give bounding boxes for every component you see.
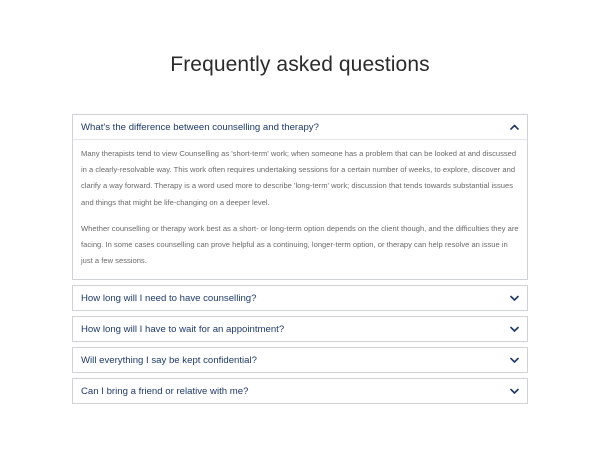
faq-list bbox=[72, 114, 528, 409]
faq-question-text: How long will I have to wait for an appointment? bbox=[81, 323, 285, 335]
faq-question-text: Can I bring a friend or relative with me? bbox=[81, 385, 249, 397]
faq-answer bbox=[73, 139, 527, 279]
faq-question-toggle[interactable] bbox=[73, 348, 527, 372]
chevron-down-icon[interactable] bbox=[509, 355, 519, 365]
faq-question-toggle[interactable] bbox=[73, 379, 527, 403]
faq-item-bring-friend bbox=[72, 378, 528, 404]
faq-answer-paragraph: Many therapists tend to view Counselling as 'short-term' work; when someone has a problem that can be looked at and discussed in a clearly-resolvable way. This work often requires undertaking sessions for a certain number of weeks, to explore, discover and clarify a way forward. Therapy is a word used more to describe 'long-term' work; discussion that tends towards substantial issues and things that might be life-changing on a deeper level. bbox=[81, 149, 517, 207]
faq-item-how-long-counselling bbox=[72, 285, 528, 311]
chevron-up-icon[interactable] bbox=[509, 122, 519, 132]
page-title: Frequently asked questions bbox=[170, 53, 430, 76]
faq-question-text: What's the difference between counselling and therapy? bbox=[81, 121, 319, 133]
chevron-down-icon[interactable] bbox=[509, 324, 519, 334]
faq-item-counselling-vs-therapy bbox=[72, 114, 528, 280]
faq-item-wait-for-appointment bbox=[72, 316, 528, 342]
faq-answer-paragraph: Whether counselling or therapy work best as a short- or long-term option depends on the client though, and the difficulties they are facing. In some cases counselling can prove helpful as a continuing, longer-term option, or therapy can help resolve an issue in just a few sessions. bbox=[81, 223, 519, 266]
faq-question-text: How long will I need to have counselling? bbox=[81, 292, 257, 304]
chevron-down-icon[interactable] bbox=[509, 386, 519, 396]
faq-question-text: Will everything I say be kept confidential? bbox=[81, 354, 257, 366]
faq-question-toggle[interactable] bbox=[73, 317, 527, 341]
faq-item-confidential bbox=[72, 347, 528, 373]
chevron-down-icon[interactable] bbox=[509, 293, 519, 303]
faq-question-toggle[interactable] bbox=[73, 286, 527, 310]
faq-question-toggle[interactable] bbox=[73, 115, 527, 139]
